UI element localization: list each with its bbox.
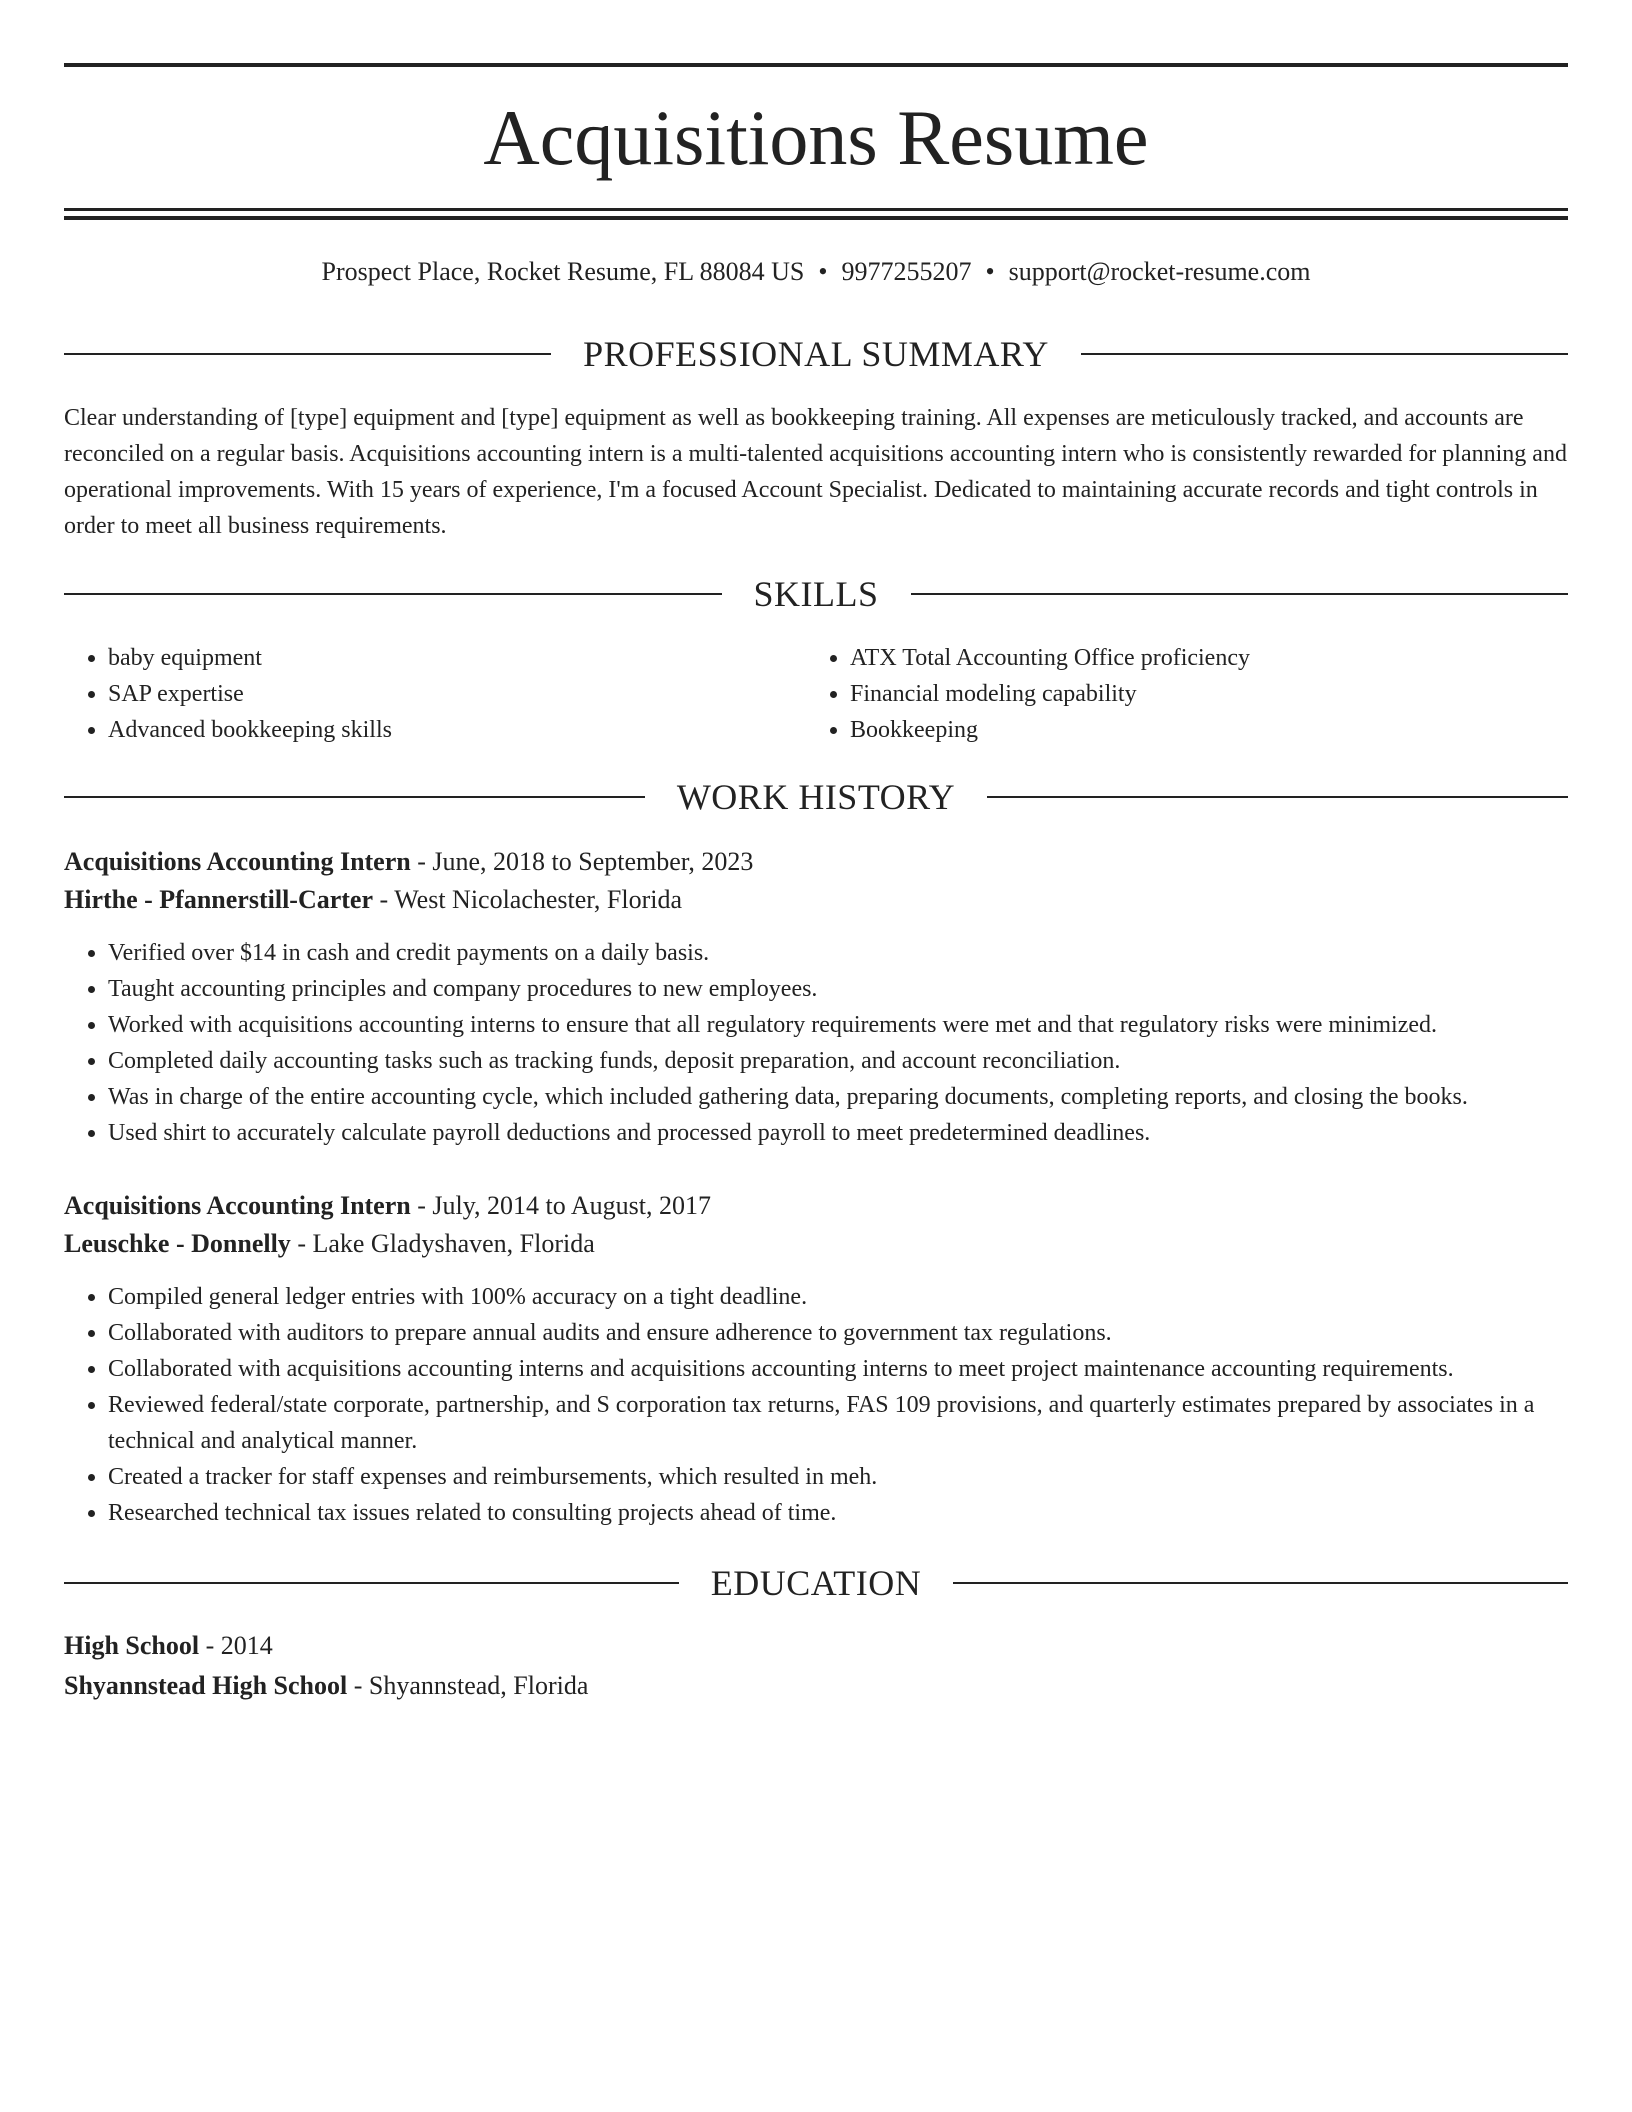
- job-company: Hirthe - Pfannerstill-Carter: [64, 885, 374, 914]
- contact-phone: 9977255207: [841, 257, 972, 286]
- job-title: Acquisitions Accounting Intern: [64, 847, 411, 876]
- list-item: • ATX Total Accounting Office proficiency: [850, 640, 1548, 676]
- list-item: • Financial modeling capability: [850, 676, 1548, 712]
- heading-rule: [64, 1582, 679, 1584]
- job-company-line: [64, 881, 1568, 919]
- section-title: PROFESSIONAL SUMMARY: [583, 334, 1049, 374]
- job-location: - Lake Gladyshaven, Florida: [290, 1229, 595, 1258]
- list-item: • Compiled general ledger entries with 100% accuracy on a tight deadline.: [108, 1279, 1568, 1315]
- list-item: • Reviewed federal/state corporate, partnership, and S corporation tax returns, FAS 109 provisions, and quarterly estimates prepared by associates in a technical and analytical manner.: [108, 1387, 1568, 1459]
- contact-line: [64, 254, 1568, 290]
- list-item: • Completed daily accounting tasks such as tracking funds, deposit preparation, and account reconciliation.: [108, 1043, 1568, 1079]
- list-item: • Created a tracker for staff expenses and reimbursements, which resulted in meh.: [108, 1459, 1568, 1495]
- summary-text: Clear understanding of [type] equipment and [type] equipment as well as bookkeeping training. All expenses are meticulously tracked, and accounts are reconciled on a regular basis. Acquisitions accounting intern is a multi-talented acquisitions accounting intern who is consistently rewarded for planning and operational improvements. With 15 years of experience, I'm a focused Account Specialist. Dedicated to maintaining accurate records and tight controls in order to meet all business requirements.: [64, 405, 1567, 539]
- list-item: • Verified over $14 in cash and credit payments on a daily basis.: [108, 935, 1568, 971]
- education-year: - 2014: [199, 1631, 273, 1660]
- section-heading-summary: [64, 329, 1568, 379]
- section-heading-skills: [64, 569, 1568, 619]
- heading-rule: [911, 593, 1569, 595]
- skills-column-left: [64, 640, 806, 748]
- heading-rule: [64, 353, 551, 355]
- job-title-line: [64, 1187, 1568, 1225]
- job-title-line: [64, 843, 1568, 881]
- list-item: • Bookkeeping: [850, 712, 1548, 748]
- top-rule: [64, 63, 1568, 67]
- resume-title: Acquisitions Resume: [483, 94, 1149, 181]
- job-title: Acquisitions Accounting Intern: [64, 1191, 411, 1220]
- list-item: • Was in charge of the entire accounting cycle, which included gathering data, preparing documents, completing reports, and closing the books.: [108, 1079, 1568, 1115]
- heading-rule: [1081, 353, 1568, 355]
- bullet-separator: •: [818, 257, 828, 286]
- section-heading-work: [64, 772, 1568, 822]
- heading-rule: [953, 1582, 1568, 1584]
- job-duties: [64, 935, 1568, 1151]
- education-location: - Shyannstead, Florida: [347, 1671, 589, 1700]
- list-item: • Taught accounting principles and company procedures to new employees.: [108, 971, 1568, 1007]
- section-title: EDUCATION: [710, 1563, 922, 1603]
- heading-rule: [64, 796, 645, 798]
- section-title: WORK HISTORY: [676, 777, 956, 817]
- education-school: Shyannstead High School: [64, 1671, 348, 1700]
- list-item: • Advanced bookkeeping skills: [108, 712, 806, 748]
- skills-list: [64, 640, 1568, 748]
- heading-rule: [987, 796, 1568, 798]
- list-item: • Collaborated with auditors to prepare annual audits and ensure adherence to government tax regulations.: [108, 1315, 1568, 1351]
- bullet-separator: •: [985, 257, 995, 286]
- job-dates: - June, 2018 to September, 2023: [410, 847, 754, 876]
- job-location: - West Nicolachester, Florida: [373, 885, 683, 914]
- contact-email: support@rocket-resume.com: [1008, 257, 1311, 286]
- education-degree: High School: [64, 1631, 200, 1660]
- heading-rule: [64, 593, 722, 595]
- section-title: SKILLS: [753, 574, 879, 614]
- title-rule: [64, 216, 1568, 220]
- list-item: • Used shirt to accurately calculate payroll deductions and processed payroll to meet predetermined deadlines.: [108, 1115, 1568, 1151]
- list-item: • Worked with acquisitions accounting interns to ensure that all regulatory requirements were met and that regulatory risks were minimized.: [108, 1007, 1568, 1043]
- job-entry: [64, 1187, 1568, 1531]
- list-item: • baby equipment: [108, 640, 806, 676]
- education-degree-line: [64, 1626, 1568, 1666]
- list-item: • Collaborated with acquisitions accounting interns and acquisitions accounting interns to meet project maintenance accounting requirements.: [108, 1351, 1568, 1387]
- list-item: • SAP expertise: [108, 676, 806, 712]
- job-entry: [64, 843, 1568, 1151]
- job-company-line: [64, 1225, 1568, 1263]
- education-school-line: [64, 1666, 1568, 1706]
- education-entry: [64, 1626, 1568, 1706]
- list-item: • Researched technical tax issues related to consulting projects ahead of time.: [108, 1495, 1568, 1531]
- title-rule: [64, 208, 1568, 211]
- job-duties: [64, 1279, 1568, 1531]
- job-dates: - July, 2014 to August, 2017: [410, 1191, 711, 1220]
- job-company: Leuschke - Donnelly: [64, 1229, 291, 1258]
- contact-address: Prospect Place, Rocket Resume, FL 88084 US: [321, 257, 805, 286]
- skills-column-right: [806, 640, 1548, 748]
- section-heading-education: [64, 1558, 1568, 1608]
